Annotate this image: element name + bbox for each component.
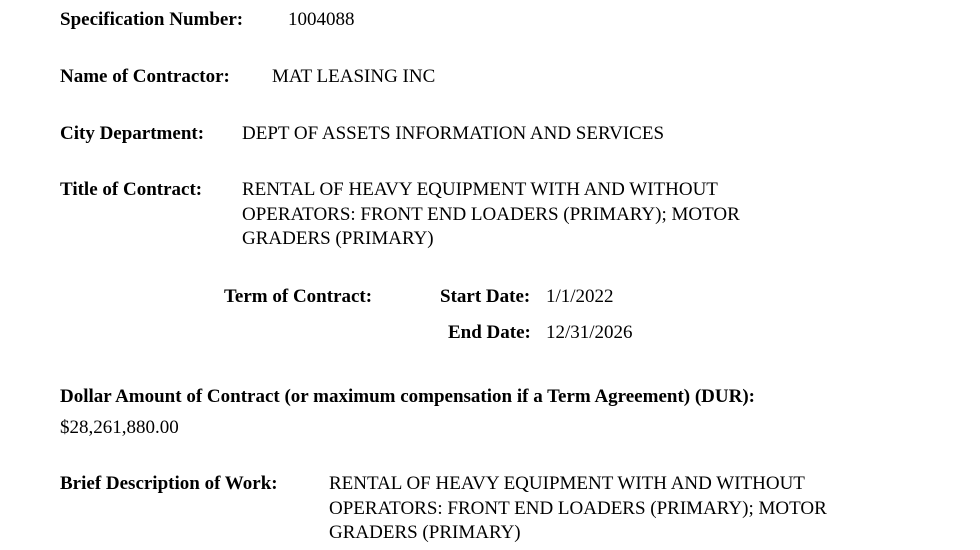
- description-value: [329, 472, 827, 546]
- spec-number-value: 1004088: [288, 9, 355, 30]
- contract-title-label: Title of Contract:: [60, 179, 203, 200]
- end-date-label: End Date:: [448, 322, 531, 343]
- end-date-value: 12/31/2026: [546, 322, 633, 343]
- description-line: OPERATORS: FRONT END LOADERS (PRIMARY); MOTOR: [329, 497, 827, 519]
- contract-title-line: GRADERS (PRIMARY): [242, 228, 434, 249]
- contractor-label: Name of Contractor:: [60, 66, 230, 87]
- description-line: RENTAL OF HEAVY EQUIPMENT WITH AND WITHOUT: [329, 473, 805, 494]
- department-value: DEPT OF ASSETS INFORMATION AND SERVICES: [242, 123, 665, 144]
- contract-title-value: [242, 178, 740, 252]
- contract-title-line: RENTAL OF HEAVY EQUIPMENT WITH AND WITHOUT: [242, 179, 718, 200]
- start-date-value: 1/1/2022: [546, 286, 614, 307]
- description-line: GRADERS (PRIMARY): [329, 522, 521, 543]
- dollar-amount-label: Dollar Amount of Contract (or maximum compensation if a Term Agreement) (DUR):: [60, 386, 755, 407]
- dollar-amount-value: $28,261,880.00: [60, 417, 179, 438]
- department-label: City Department:: [60, 123, 205, 144]
- spec-number-label: Specification Number:: [60, 9, 244, 30]
- contract-title-line: OPERATORS: FRONT END LOADERS (PRIMARY); MOTOR: [242, 203, 740, 225]
- start-date-label: Start Date:: [440, 286, 531, 307]
- description-label: Brief Description of Work:: [60, 473, 278, 494]
- term-label: Term of Contract:: [224, 286, 373, 307]
- contractor-value: MAT LEASING INC: [272, 66, 436, 87]
